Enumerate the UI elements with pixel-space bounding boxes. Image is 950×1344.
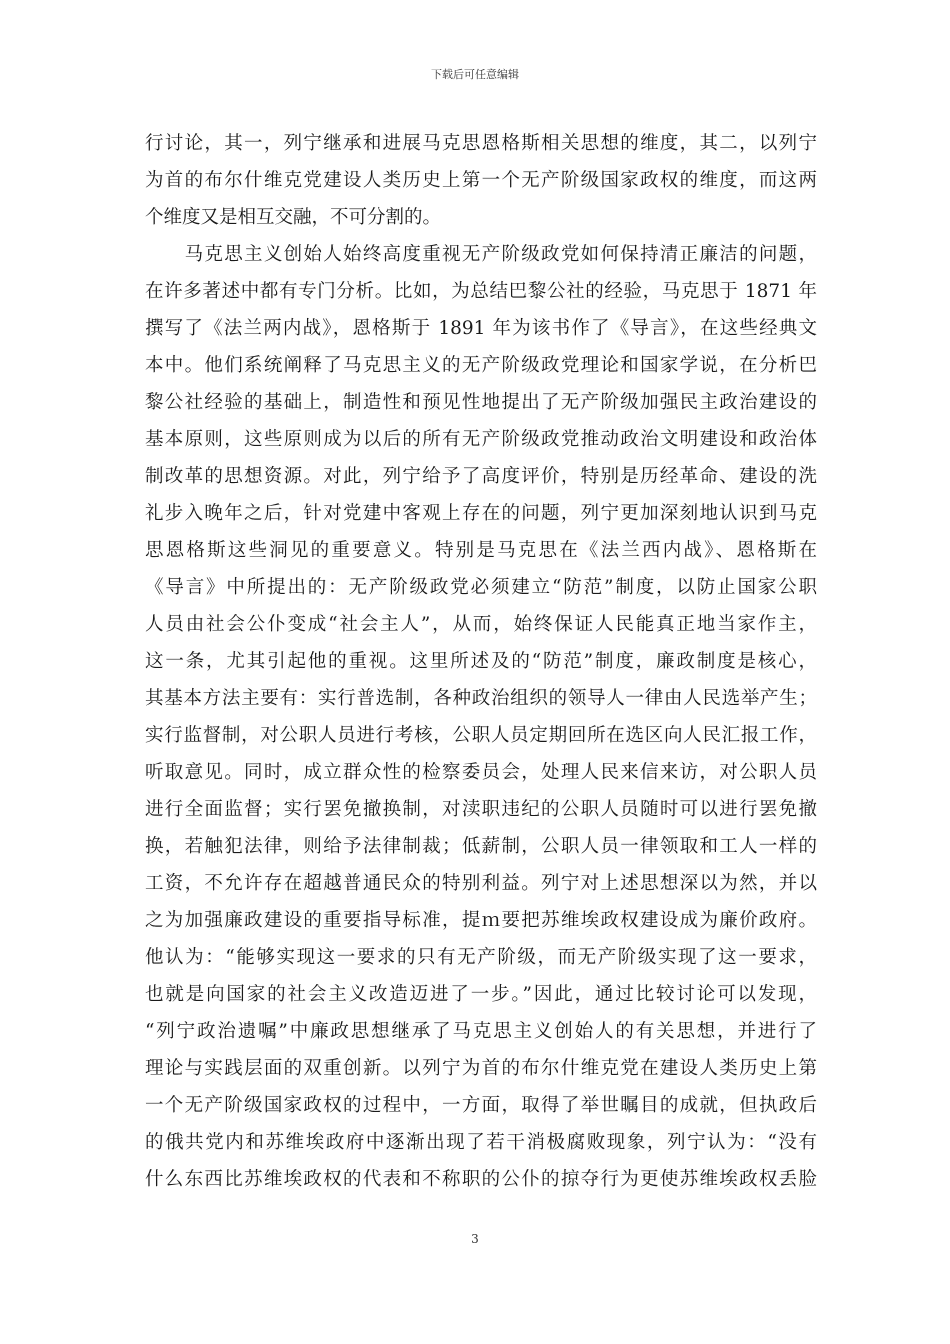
body-text-line: 其基本方法主要有：实行普选制，各种政治组织的领导人一律由人民选举产生； [145,688,817,709]
body-text-line: 个维度又是相互交融，不可分割的。 [145,207,442,228]
body-text-line: 为首的布尔什维克党建设人类历史上第一个无产阶级国家政权的维度，而这两 [145,170,817,191]
body-text-line: 黎公社经验的基础上，制造性和预见性地提出了无产阶级加强民主政治建设的 [145,392,817,413]
body-text-line: 进行全面监督；实行罢免撤换制，对渎职违纪的公职人员随时可以进行罢免撤 [145,799,817,820]
body-text-line: 《导言》中所提出的：无产阶级政党必须建立“防范”制度，以防止国家公职 [145,577,817,598]
document-body [145,125,817,1198]
body-text-line: 理论与实践层面的双重创新。以列宁为首的布尔什维克党在建设人类历史上第 [145,1058,817,1079]
body-text-line: 在许多著述中都有专门分析。比如，为总结巴黎公社的经验，马克思于 1871 年 [145,281,817,302]
body-text-line: 什么东西比苏维埃政权的代表和不称职的公仆的掠夺行为更使苏维埃政权丢脸 [145,1169,817,1190]
body-text-line: “列宁政治遗嘱”中廉政思想继承了马克思主义创始人的有关思想，并进行了 [145,1021,817,1042]
body-text-line: 实行监督制，对公职人员进行考核，公职人员定期回所在选区向人民汇报工作， [145,725,817,746]
body-text-line: 听取意见。同时，成立群众性的检察委员会，处理人民来信来访，对公职人员 [145,762,817,783]
body-text-line: 人员由社会公仆变成“社会主人”，从而，始终保证人民能真正地当家作主， [145,614,817,635]
body-text-line: 礼步入晚年之后，针对党建中客观上存在的问题，列宁更加深刻地认识到马克 [145,503,817,524]
body-text-line: 行讨论，其一，列宁继承和进展马克思恩格斯相关思想的维度，其二，以列宁 [145,133,817,154]
body-text-line: 换，若触犯法律，则给予法律制裁；低薪制，公职人员一律领取和工人一样的 [145,836,817,857]
body-text-line: 思恩格斯这些洞见的重要意义。特别是马克思在《法兰西内战》、恩格斯在 [145,540,817,561]
body-text-line: 马克思主义创始人始终高度重视无产阶级政党如何保持清正廉洁的问题， [145,244,817,265]
body-text-line: 之为加强廉政建设的重要指导标准，提ｍ要把苏维埃政权建设成为廉价政府。 [145,910,817,931]
page-number: 3 [471,1232,479,1246]
body-text-line: 本中。他们系统阐释了马克思主义的无产阶级政党理论和国家学说，在分析巴 [145,355,817,376]
body-text-line: 基本原则，这些原则成为以后的所有无产阶级政党推动政治文明建设和政治体 [145,429,817,450]
body-text-line: 撰写了《法兰两内战》，恩格斯于 1891 年为该书作了《导言》，在这些经典文 [145,318,817,339]
body-text-line: 他认为：“能够实现这一要求的只有无产阶级，而无产阶级实现了这一要求， [145,947,817,968]
body-text-line: 一个无产阶级国家政权的过程中，一方面，取得了举世瞩目的成就，但执政后 [145,1095,817,1116]
body-text-line: 也就是向国家的社会主义改造迈进了一步。”因此，通过比较讨论可以发现， [145,984,817,1005]
body-text-line: 的俄共党内和苏维埃政府中逐渐出现了若干消极腐败现象，列宁认为：“没有 [145,1132,817,1153]
body-text-line: 工资，不允许存在超越普通民众的特别利益。列宁对上述思想深以为然，并以 [145,873,817,894]
page-header: 下载后可任意编辑 [431,68,519,81]
body-text-line: 制改革的思想资源。对此，列宁给予了高度评价，特别是历经革命、建设的洗 [145,466,817,487]
body-text-line: 这一条，尤其引起他的重视。这里所述及的“防范”制度，廉政制度是核心， [145,651,817,672]
